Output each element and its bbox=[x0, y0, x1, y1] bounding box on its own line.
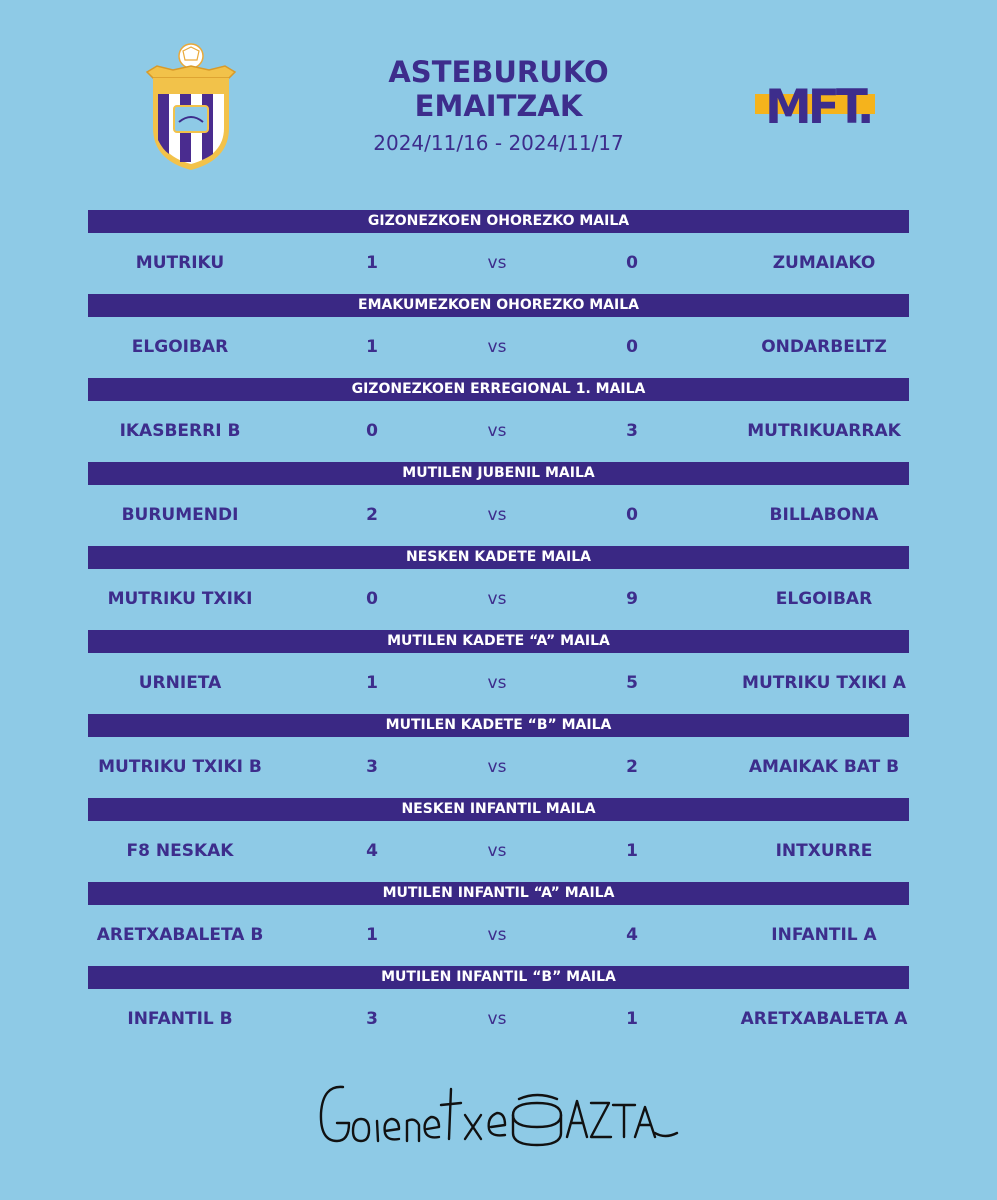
away-team: AMAIKAK BAT B bbox=[748, 757, 900, 777]
brand-logo-text: MFT. bbox=[765, 80, 871, 135]
home-team: ARETXABALETA B bbox=[96, 925, 264, 945]
away-team: ELGOIBAR bbox=[775, 589, 873, 609]
result-section bbox=[88, 714, 909, 798]
home-score: 0 bbox=[366, 589, 378, 609]
sponsor-signature-logo bbox=[315, 1075, 685, 1155]
result-section bbox=[88, 462, 909, 546]
away-team: ONDARBELTZ bbox=[761, 337, 887, 357]
away-team: BILLABONA bbox=[769, 505, 879, 525]
away-team: MUTRIKU TXIKI A bbox=[742, 673, 906, 693]
result-section bbox=[88, 210, 909, 294]
match-row bbox=[88, 989, 909, 1050]
away-score: 0 bbox=[626, 505, 638, 525]
match-row bbox=[88, 233, 909, 294]
vs-label: vs bbox=[487, 505, 507, 525]
home-team: MUTRIKU TXIKI bbox=[107, 589, 253, 609]
page-title-line2: EMAITZAK bbox=[414, 89, 583, 123]
result-section bbox=[88, 630, 909, 714]
match-row bbox=[88, 485, 909, 546]
results-list bbox=[88, 210, 909, 1050]
home-team: URNIETA bbox=[138, 673, 222, 693]
home-score: 1 bbox=[366, 673, 378, 693]
away-score: 9 bbox=[626, 589, 638, 609]
away-team: INFANTIL A bbox=[771, 925, 877, 945]
category-header: GIZONEZKOEN OHOREZKO MAILA bbox=[88, 210, 909, 233]
mft-brand-logo bbox=[755, 80, 880, 140]
vs-label: vs bbox=[487, 673, 507, 693]
home-score: 1 bbox=[366, 253, 378, 273]
home-team: F8 NESKAK bbox=[126, 841, 234, 861]
match-row bbox=[88, 317, 909, 378]
away-team: INTXURRE bbox=[775, 841, 873, 861]
away-team: ARETXABALETA A bbox=[740, 1009, 908, 1029]
result-section bbox=[88, 882, 909, 966]
home-team: MUTRIKU bbox=[135, 253, 225, 273]
home-team: IKASBERRI B bbox=[119, 421, 241, 441]
match-row bbox=[88, 905, 909, 966]
category-header: MUTILEN KADETE “A” MAILA bbox=[88, 630, 909, 653]
home-score: 3 bbox=[366, 1009, 378, 1029]
away-team: ZUMAIAKO bbox=[772, 253, 876, 273]
category-header: MUTILEN INFANTIL “B” MAILA bbox=[88, 966, 909, 989]
category-header: MUTILEN INFANTIL “A” MAILA bbox=[88, 882, 909, 905]
vs-label: vs bbox=[487, 1009, 507, 1029]
category-header: NESKEN INFANTIL MAILA bbox=[88, 798, 909, 821]
home-score: 1 bbox=[366, 337, 378, 357]
title-block bbox=[300, 55, 697, 156]
home-score: 1 bbox=[366, 925, 378, 945]
category-header: NESKEN KADETE MAILA bbox=[88, 546, 909, 569]
result-section bbox=[88, 378, 909, 462]
away-score: 0 bbox=[626, 253, 638, 273]
away-score: 5 bbox=[626, 673, 638, 693]
home-team: INFANTIL B bbox=[127, 1009, 233, 1029]
match-row bbox=[88, 737, 909, 798]
vs-label: vs bbox=[487, 925, 507, 945]
home-team: MUTRIKU TXIKI B bbox=[98, 757, 262, 777]
category-header: MUTILEN JUBENIL MAILA bbox=[88, 462, 909, 485]
home-team: ELGOIBAR bbox=[131, 337, 229, 357]
vs-label: vs bbox=[487, 421, 507, 441]
vs-label: vs bbox=[487, 589, 507, 609]
page-title-line1: ASTEBURUKO bbox=[388, 55, 609, 89]
away-score: 4 bbox=[626, 925, 638, 945]
match-row bbox=[88, 821, 909, 882]
home-score: 0 bbox=[366, 421, 378, 441]
date-range: 2024/11/16 - 2024/11/17 bbox=[373, 131, 624, 155]
home-score: 2 bbox=[366, 505, 378, 525]
home-team: BURUMENDI bbox=[121, 505, 239, 525]
category-header: EMAKUMEZKOEN OHOREZKO MAILA bbox=[88, 294, 909, 317]
vs-label: vs bbox=[487, 253, 507, 273]
vs-label: vs bbox=[487, 337, 507, 357]
home-score: 3 bbox=[366, 757, 378, 777]
match-row bbox=[88, 653, 909, 714]
category-header: MUTILEN KADETE “B” MAILA bbox=[88, 714, 909, 737]
away-score: 3 bbox=[626, 421, 638, 441]
vs-label: vs bbox=[487, 841, 507, 861]
away-score: 2 bbox=[626, 757, 638, 777]
match-row bbox=[88, 401, 909, 462]
match-row bbox=[88, 569, 909, 630]
away-score: 1 bbox=[626, 1009, 638, 1029]
away-score: 1 bbox=[626, 841, 638, 861]
category-header: GIZONEZKOEN ERREGIONAL 1. MAILA bbox=[88, 378, 909, 401]
home-score: 4 bbox=[366, 841, 378, 861]
club-crest-logo bbox=[143, 42, 239, 172]
away-team: MUTRIKUARRAK bbox=[747, 421, 901, 441]
vs-label: vs bbox=[487, 757, 507, 777]
away-score: 0 bbox=[626, 337, 638, 357]
result-section bbox=[88, 294, 909, 378]
result-section bbox=[88, 546, 909, 630]
result-section bbox=[88, 966, 909, 1050]
result-section bbox=[88, 798, 909, 882]
